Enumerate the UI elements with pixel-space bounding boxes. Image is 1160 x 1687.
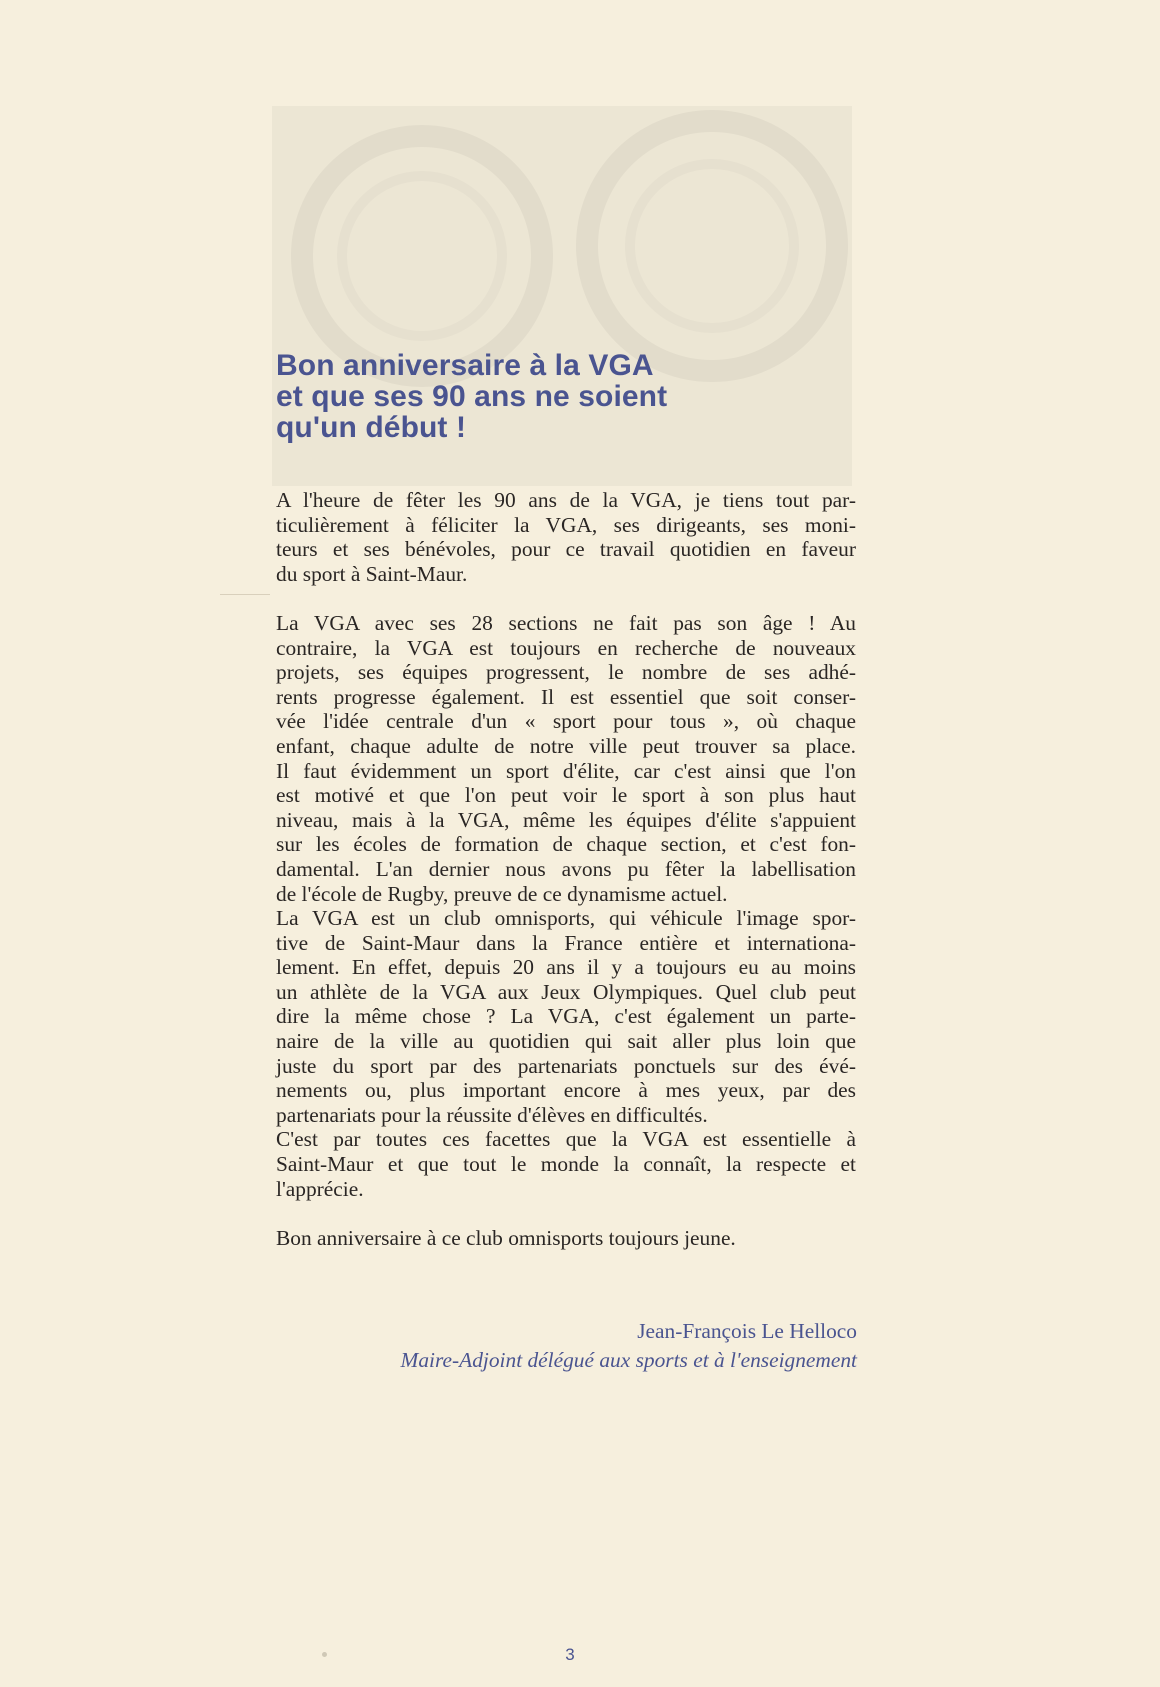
- paragraph-sections: [276, 611, 856, 906]
- text-line: un athlète de la VGA aux Jeux Olympiques. Quel club peut: [276, 979, 856, 1004]
- text-line: rents progresse également. Il est essentiel que soit conser-: [276, 684, 856, 709]
- paragraph-closing: [276, 1226, 856, 1251]
- text-line: juste du sport par des partenariats ponctuels sur des évé-: [276, 1053, 856, 1078]
- page-number: 3: [565, 1645, 575, 1664]
- signature-role: Maire-Adjoint délégué aux sports et à l'enseignement: [400, 1348, 857, 1372]
- text-line: sur les écoles de formation de chaque section, et c'est fon-: [276, 832, 856, 857]
- text-line: de l'école de Rugby, preuve de ce dynamisme actuel.: [276, 881, 728, 906]
- text-line: nements ou, plus important encore à mes yeux, par des: [276, 1078, 856, 1103]
- text-line: partenariats pour la réussite d'élèves en difficultés.: [276, 1102, 708, 1127]
- title-line: Bon anniversaire à la VGA: [276, 349, 654, 382]
- text-line: La VGA est un club omnisports, qui véhicule l'image spor-: [276, 906, 856, 931]
- text-line: damental. L'an dernier nous avons pu fêter la labellisation: [276, 856, 856, 881]
- text-line: du sport à Saint-Maur.: [276, 561, 468, 586]
- text-line: ticulièrement à féliciter la VGA, ses dirigeants, ses moni-: [276, 512, 856, 537]
- paragraph-facettes: [276, 1127, 856, 1201]
- text-line: Il faut évidemment un sport d'élite, car c'est ainsi que l'on: [276, 758, 856, 783]
- paper-speck: [322, 1652, 327, 1657]
- text-line: contraire, la VGA est toujours en recherche de nouveaux: [276, 635, 856, 660]
- signature-name: Jean-François Le Helloco: [637, 1319, 857, 1343]
- title-line: qu'un début !: [276, 411, 467, 444]
- text-line: l'apprécie.: [276, 1176, 364, 1201]
- text-line: teurs et ses bénévoles, pour ce travail quotidien en faveur: [276, 537, 856, 562]
- text-line: Bon anniversaire à ce club omnisports toujours jeune.: [276, 1225, 736, 1250]
- text-line: lement. En effet, depuis 20 ans il y a toujours eu au moins: [276, 955, 856, 980]
- text-line: tive de Saint-Maur dans la France entière et internationa-: [276, 930, 856, 955]
- text-line: La VGA avec ses 28 sections ne fait pas son âge ! Au: [276, 610, 856, 635]
- paragraph-intro: [276, 488, 856, 586]
- title-line: et que ses 90 ans ne soient: [276, 380, 668, 413]
- paragraph-omnisports: [276, 906, 856, 1127]
- text-line: naire de la ville au quotidien qui sait aller plus loin que: [276, 1029, 856, 1054]
- text-line: niveau, mais à la VGA, même les équipes d'élite s'appuient: [276, 807, 856, 832]
- signature-block: [401, 1317, 857, 1375]
- text-line: est motivé et que l'on peut voir le sport à son plus haut: [276, 783, 856, 808]
- article-title: [276, 350, 876, 443]
- text-line: C'est par toutes ces facettes que la VGA est essentielle à: [276, 1127, 856, 1152]
- text-line: Saint-Maur et que tout le monde la connaît, la respecte et: [276, 1152, 856, 1177]
- text-line: projets, ses équipes progressent, le nombre de ses adhé-: [276, 660, 856, 685]
- article-body: [276, 488, 856, 1250]
- text-line: vée l'idée centrale d'un « sport pour tous », où chaque: [276, 709, 856, 734]
- text-line: enfant, chaque adulte de notre ville peut trouver sa place.: [276, 733, 856, 758]
- margin-mark: [220, 594, 270, 595]
- text-line: dire la même chose ? La VGA, c'est également un parte-: [276, 1004, 856, 1029]
- text-line: A l'heure de fêter les 90 ans de la VGA, je tiens tout par-: [276, 488, 856, 512]
